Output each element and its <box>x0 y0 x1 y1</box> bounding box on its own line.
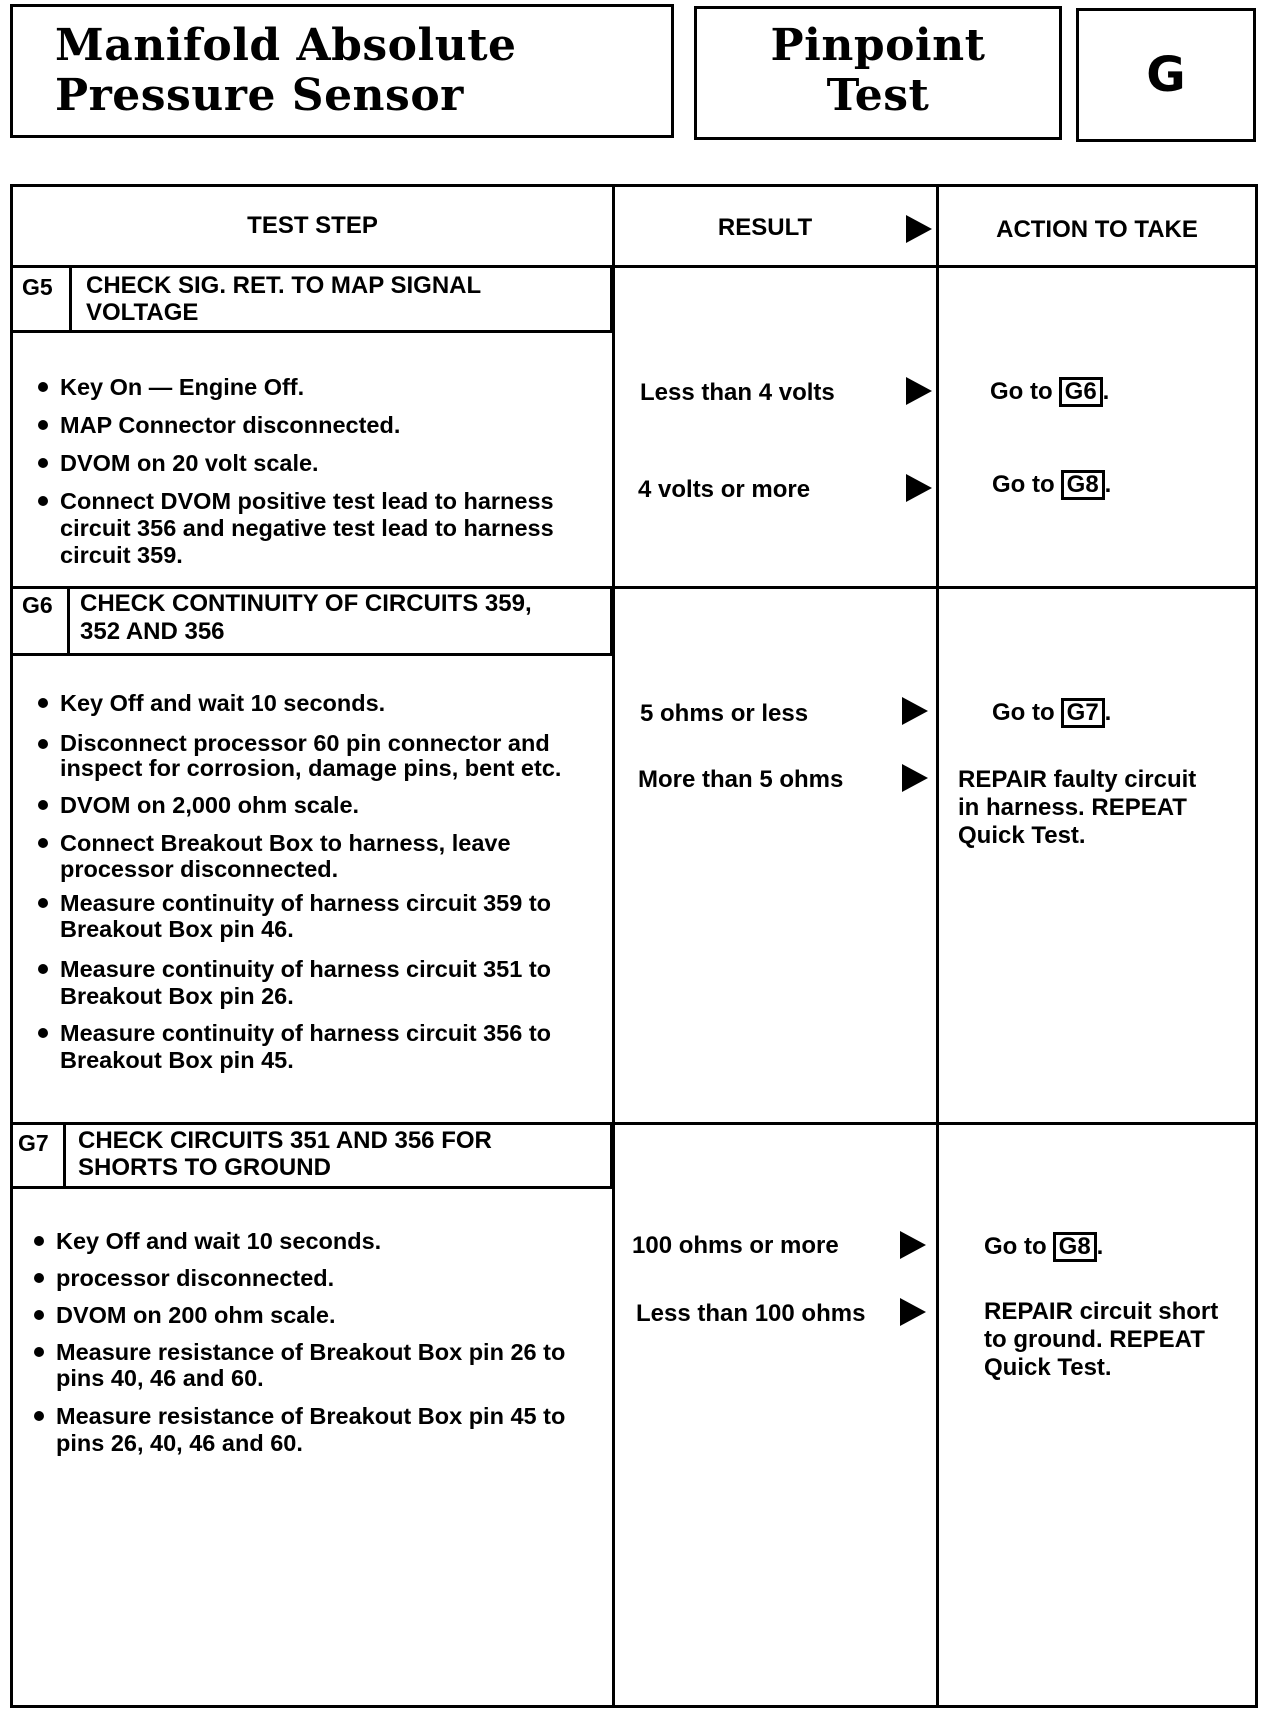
result-g6-2: More than 5 ohms <box>638 766 844 793</box>
step-title-g7-line1: CHECK CIRCUITS 351 AND 356 FOR <box>78 1127 492 1154</box>
result-g7-1: 100 ohms or more <box>632 1232 839 1259</box>
list-item: MAP Connector disconnected. <box>36 412 610 439</box>
column-header-action: ACTION TO TAKE <box>996 216 1198 243</box>
document-title-box <box>10 4 674 138</box>
action-suffix: . <box>1104 699 1112 726</box>
action-text-line3: Quick Test. <box>958 822 1086 849</box>
result-arrow-icon <box>900 1231 926 1259</box>
list-item: Disconnect processor 60 pin connector and inspect for corrosion, damage pins, bent etc. <box>36 731 610 781</box>
column-header-test-step: TEST STEP <box>247 212 378 239</box>
list-item: Key Off and wait 10 seconds. <box>36 690 610 717</box>
test-letter-box <box>1076 8 1256 142</box>
action-text: Go to <box>990 378 1053 405</box>
list-item: Measure continuity of harness circuit 359 to Breakout Box pin 46. <box>36 890 610 942</box>
action-text-line2: to ground. REPEAT <box>984 1326 1205 1353</box>
result-g6-1: 5 ohms or less <box>640 700 809 727</box>
action-text-line1: REPAIR faulty circuit <box>958 766 1197 793</box>
action-suffix: . <box>1096 1233 1104 1260</box>
action-text-line3: Quick Test. <box>984 1354 1112 1381</box>
list-item: Measure continuity of harness circuit 356 to Breakout Box pin 45. <box>36 1020 610 1074</box>
result-arrow-icon <box>906 215 932 243</box>
result-arrow-icon <box>902 764 928 792</box>
step-g5-instructions <box>36 374 610 581</box>
result-arrow-icon <box>902 697 928 725</box>
step-g6-instructions <box>36 690 610 1086</box>
result-g5-1: Less than 4 volts <box>640 379 835 406</box>
step-id-g7: G7 <box>18 1130 49 1156</box>
step-ref-g8[interactable]: G8 <box>1061 470 1105 500</box>
list-item: Key Off and wait 10 seconds. <box>32 1228 610 1255</box>
action-text: Go to <box>984 1233 1047 1260</box>
result-g7-2: Less than 100 ohms <box>636 1300 866 1327</box>
step-title-g6-line2: 352 AND 356 <box>80 618 225 645</box>
action-g7-1 <box>984 1232 1103 1262</box>
step-ref-g7[interactable]: G7 <box>1061 698 1105 728</box>
result-arrow-icon <box>906 377 932 405</box>
step-id-g6: G6 <box>22 592 53 618</box>
result-arrow-icon <box>906 474 932 502</box>
document-title-line2: Pressure Sensor <box>55 70 464 121</box>
list-item: Key On — Engine Off. <box>36 374 610 401</box>
action-text: Go to <box>992 471 1055 498</box>
list-item: processor disconnected. <box>32 1265 610 1292</box>
column-divider-step-result <box>612 184 615 1708</box>
result-g5-2: 4 volts or more <box>638 476 811 503</box>
list-item: Connect DVOM positive test lead to harness circuit 356 and negative test lead to harness circuit 359. <box>36 488 610 569</box>
action-suffix: . <box>1104 471 1112 498</box>
action-g6-2 <box>958 766 1196 850</box>
list-item: Measure resistance of Breakout Box pin 26 to pins 40, 46 and 60. <box>32 1339 610 1391</box>
list-item: Connect Breakout Box to harness, leave processor disconnected. <box>36 830 610 882</box>
action-g6-1 <box>992 698 1111 728</box>
step-ref-g6[interactable]: G6 <box>1059 377 1103 407</box>
step-ref-g8[interactable]: G8 <box>1053 1232 1097 1262</box>
action-suffix: . <box>1102 378 1110 405</box>
test-letter: G <box>1146 47 1186 103</box>
pinpoint-test-box <box>694 6 1062 140</box>
action-text: Go to <box>992 699 1055 726</box>
action-g5-1 <box>990 377 1109 407</box>
column-divider-result-action <box>936 184 939 1708</box>
step-g7-instructions <box>32 1228 610 1469</box>
action-text-line1: REPAIR circuit short <box>984 1298 1219 1325</box>
result-arrow-icon <box>900 1298 926 1326</box>
step-title-g7-line2: SHORTS TO GROUND <box>78 1154 331 1181</box>
pinpoint-label-line2: Test <box>826 70 930 121</box>
list-item: Measure resistance of Breakout Box pin 45 to pins 26, 40, 46 and 60. <box>32 1403 610 1457</box>
step-title-g5-line2: VOLTAGE <box>86 299 199 326</box>
list-item: Measure continuity of harness circuit 351 to Breakout Box pin 26. <box>36 956 610 1010</box>
step-title-g5-line1: CHECK SIG. RET. TO MAP SIGNAL <box>86 272 482 299</box>
action-g5-2 <box>992 470 1111 500</box>
column-header-result: RESULT <box>717 214 813 241</box>
document-title-line1: Manifold Absolute <box>55 20 517 71</box>
list-item: DVOM on 200 ohm scale. <box>32 1302 610 1329</box>
list-item: DVOM on 2,000 ohm scale. <box>36 792 610 819</box>
step-id-g5: G5 <box>22 274 53 300</box>
list-item: DVOM on 20 volt scale. <box>36 450 610 477</box>
action-g7-2 <box>984 1298 1218 1382</box>
pinpoint-label-line1: Pinpoint <box>770 20 986 71</box>
step-title-g6-line1: CHECK CONTINUITY OF CIRCUITS 359, <box>80 590 532 617</box>
action-text-line2: in harness. REPEAT <box>958 794 1187 821</box>
